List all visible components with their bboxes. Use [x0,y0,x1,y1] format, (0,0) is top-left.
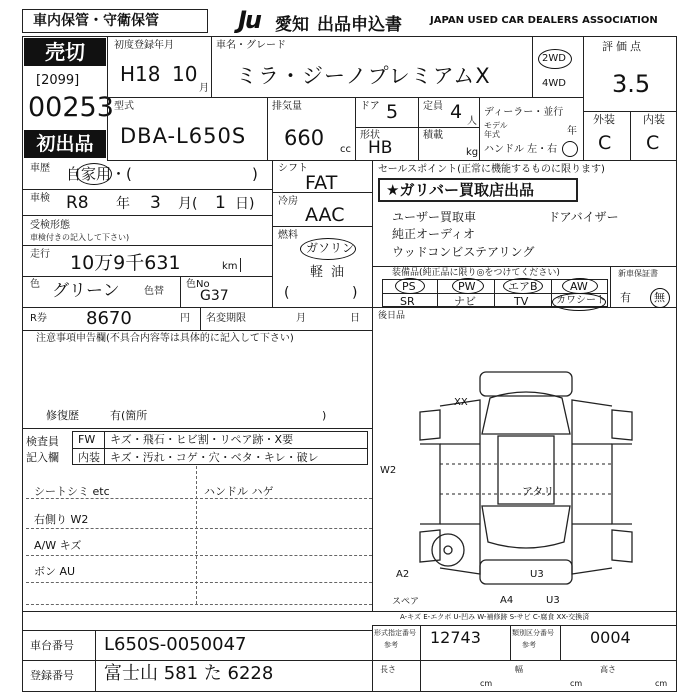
sold-badge: 売切 [24,38,106,66]
fuel-gas: ガソリン [306,241,355,255]
inspection-label: 車検 [30,193,50,204]
inspector-row2-items: キズ・汚れ・コゲ・穴・ベタ・キレ・破レ [110,451,319,464]
drive-4wd: 4WD [542,78,566,89]
form-no-value: 12743 [430,628,481,647]
dealer-label: ディーラー・並行 [484,107,564,118]
repair-value: 有(箇所 [110,409,148,422]
displacement-value: 660 [284,126,325,150]
color-value: グリーン [52,281,120,301]
shape-value: HB [368,138,393,158]
load-label: 積載 [423,130,443,141]
model-label: 型式 [114,101,134,112]
recycle-value: 8670 [86,308,132,329]
cooler-value: AAC [305,204,345,226]
inspection-month-unit: 月( [178,196,198,212]
selling-item-2: 純正オーディオ [392,227,476,241]
rating-label: 評価点 [602,40,644,53]
first-reg-label: 初度登録年月 [114,40,174,51]
recycle-label: R券 [30,313,47,324]
color-change-label: 色替 [144,286,164,297]
receipt-sub: 車検付きの記入して下さい) [30,233,130,242]
equipment-title: 装備品(純正品に限り◎をつけてください) [392,268,560,278]
plate-value: 富士山 581 た 6228 [104,663,274,684]
selling-item-4: ドアバイザー [548,210,619,224]
length-label: 長さ [380,665,396,674]
color-label: 色 [30,279,40,290]
ju-logo: Ju [238,6,261,34]
width-cm: cm [570,679,583,688]
repair-label: 修復歴 [46,409,79,422]
inspector-row1-items: キズ・飛石・ヒビ割・リペア跡・X要 [110,433,294,446]
chassis-label: 車台番号 [30,639,74,652]
equip-airbag-circle [503,278,543,294]
month-unit: 月 [199,83,209,94]
inspection-month: 3 [150,193,161,213]
class-no-value: 0004 [590,628,631,647]
auction-code: [2099] [36,73,80,88]
form-no-label: 形式指定番号 [374,629,416,637]
shift-label: シフト [278,163,308,174]
warranty-no-circle [650,288,670,308]
chassis-value: L650S-0050047 [104,634,247,655]
cooler-label: 冷房 [278,196,298,207]
color-no-label: 色No [186,279,210,290]
height-label: 高さ [600,665,616,674]
usage-close: ) [252,165,258,183]
inspector-row1-label: FW [78,433,96,446]
km-unit: km [222,261,238,272]
model-year-sub: 年式 [484,130,500,139]
usage-label: 車歴 [30,163,50,174]
mileage-label: 走行 [30,249,50,260]
association-name: JAPAN USED CAR DEALERS ASSOCIATION [430,15,658,26]
handle-right-circle [562,141,578,157]
handle-label: ハンドル 左・右 [484,144,558,155]
spare-label: スペア [392,597,420,607]
capacity-unit: 人 [467,116,477,127]
warranty-yes: 有 [620,291,631,304]
equip-pw: PW [458,280,476,293]
name-change-day: 日 [350,313,360,324]
selling-banner-box [378,178,578,202]
interior-label: 内装 [643,113,665,126]
name-change-label: 名変期限 [206,313,246,324]
doors-label: ドア [360,101,380,112]
rating-value: 3.5 [612,70,651,98]
name-change-month: 月 [296,313,306,324]
inspector-row2-label: 内装 [78,451,100,464]
length-cm: cm [480,679,493,688]
brand-name: 愛知 [275,15,309,35]
diagram-note-u3b: U3 [546,595,560,606]
year-unit: 年 [567,126,577,137]
selling-item-1: ユーザー買取車 [392,210,477,224]
equip-seat: カワシート [556,295,606,306]
inspection-year-unit: 年 [116,196,130,212]
class-no-label: 類別区分番号 [512,629,554,637]
capacity-label: 定員 [423,101,443,112]
handwritten-note-2: ハンドル ハゲ [204,485,274,498]
class-no-ref: 参考 [522,641,536,649]
model-year-label: モデル [484,121,508,130]
kg-unit: kg [466,147,479,158]
repair-close: ) [322,409,327,422]
fuel-paren-open: ( [284,285,290,301]
handwritten-note-3: 右側り W2 [34,513,89,526]
plate-label: 登録番号 [30,669,74,682]
lot-number: 00253 [28,92,114,123]
equip-tv: TV [514,295,529,308]
inspector-label-1: 検査員 [26,435,59,448]
mileage-value: 10万9千631 [70,252,181,274]
fuel-diesel: 軽油 [310,265,353,280]
cc-unit: cc [340,144,351,155]
form-title: 出品申込書 [317,15,402,35]
exterior-label: 外装 [593,113,615,126]
first-reg-month: 10 [172,62,198,86]
handwritten-note-1: シートシミ etc [34,485,110,498]
equip-airbag: エアB [508,280,538,293]
model-value: DBA-L650S [120,124,247,148]
equip-ps-circle [395,278,425,294]
selling-banner: ★ガリバー買取店出品 [386,181,534,199]
equip-aw: AW [570,280,588,293]
selling-item-3: ウッドコンビステアリング [392,245,535,259]
recycle-yen: 円 [180,313,190,324]
first-listing-badge: 初出品 [24,130,106,158]
receipt-label: 受検形態 [30,220,70,231]
fuel-label: 燃料 [278,230,298,241]
width-label: 幅 [515,665,523,674]
first-reg-value: H18 [120,62,161,86]
equip-ps: PS [402,280,416,293]
storage-label: 車内保管・守衛保管 [33,13,159,29]
color-no-value: G37 [200,288,229,304]
equip-aw-circle [562,278,598,294]
inspection-day-unit: 日) [235,196,255,212]
notes-title: 注意事項申告欄(不具合内容等は具体的に記入して下さい) [36,333,294,344]
damage-legend: A-キズ E-エクボ U-凹み W-補修跡 S-サビ C-腐食 XX-交換済 [400,613,590,621]
warranty-label: 新車保証書 [618,269,658,278]
handwritten-note-5: ボン AU [34,565,76,578]
equip-seat-circle [552,293,606,311]
diagram-note-w2: W2 [380,465,397,476]
storage-label-box [22,9,208,33]
equip-pw-circle [452,278,484,294]
interior-value: C [646,132,660,154]
inspection-day: 1 [215,193,226,213]
fuel-paren-close: ) [352,285,358,301]
equip-sr: SR [400,295,415,308]
warranty-no: 無 [654,291,665,304]
displacement-label: 排気量 [272,101,302,112]
shape-label: 形状 [360,130,380,141]
car-name-label: 車名・グレード [216,40,286,51]
inspection-era: R8 [66,193,89,213]
doors-value: 5 [386,101,399,123]
car-name-value: ミラ・ジーノプレミアムX [236,64,491,88]
shift-value: FAT [305,172,338,194]
diagram-note-u3a: U3 [530,569,544,580]
back-notes-label: 後日品 [378,311,406,321]
height-cm: cm [655,679,668,688]
capacity-value: 4 [450,101,463,123]
form-no-ref: 参考 [384,641,398,649]
diagram-note-atari: アタリ [522,485,555,498]
equip-navi: ナビ [454,295,476,308]
diagram-note-a4: A4 [500,595,514,606]
drive-2wd: 2WD [542,53,566,64]
inspector-label-2: 記入欄 [26,451,59,464]
exterior-value: C [598,132,612,154]
selling-points-title: セールスポイント(正常に機能するものに限ります) [378,164,605,175]
handwritten-note-4: A/W キズ [34,539,82,552]
diagram-note-xx: XX [454,397,468,408]
usage-value: 自家用・( [66,165,132,183]
diagram-note-a2: A2 [396,569,410,580]
